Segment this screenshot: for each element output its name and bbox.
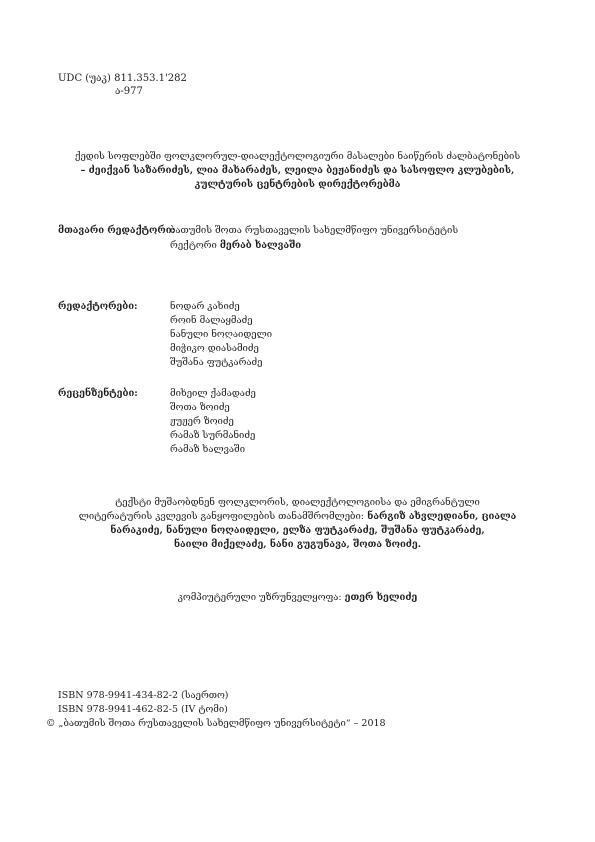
intro-line-1: ქედის სოფლებში ფოლკლორულ-დიალექტოლოგიური მასალები ნაიწერის ძალბატონების	[74, 151, 521, 162]
layout-label: კომპიუტერული უზრუნველყოფა:	[177, 592, 342, 603]
copyright-line: © „ბათუმის შოთა რუსთაველის სახელმწიფო უნივერსიტეტი“ – 2018	[46, 718, 386, 729]
editor-name: შუშანა ფუტკარაძე	[170, 357, 263, 368]
layout-name: ეთერ ხელიძე	[344, 592, 418, 603]
editors-block	[0, 300, 595, 372]
intro-paragraph	[40, 150, 555, 192]
prepared-line-2	[40, 510, 555, 524]
chief-editor-role	[170, 239, 301, 253]
udc-block	[58, 72, 187, 98]
reviewer-name: ჟუჟერ ზოიძე	[170, 416, 234, 427]
prepared-line-2-text: ლიტერატურის კვლევის განყოფილების თანამშრომლები:	[78, 511, 364, 522]
editor-name: ნოდარ კახიძე	[170, 301, 240, 312]
reviewer-name: შოთა ზოიძე	[170, 402, 230, 413]
chief-editor-title: რექტორი	[170, 240, 217, 251]
intro-line-2: – ძეიქვან საზარიძეს, ლია მახარაძეს, ლეილა ბეჟანიძეს და სასოფლო კლუბების,	[80, 165, 515, 176]
author-mark: ა-977	[115, 86, 143, 97]
reviewer-name: რამაზ სურმანიძე	[170, 430, 256, 441]
reviewers-list	[170, 387, 256, 457]
layout-credit	[40, 592, 555, 603]
intro-line-3: კულტურის ცენტრების დირექტორებმა	[194, 179, 401, 190]
reviewers-label: რეცენზენტები:	[58, 388, 138, 399]
prepared-by-paragraph	[40, 496, 555, 552]
reviewer-name: რამაზ ხალვაში	[170, 444, 246, 455]
chief-editor-block	[0, 224, 595, 254]
editors-label: რედაქტორები:	[58, 301, 138, 312]
editors-list	[170, 300, 272, 370]
chief-editor-affiliation: ბათუმის შოთა რუსთაველის სახელმწიფო უნივერსიტეტის	[170, 225, 459, 236]
chief-editor-label: მთავარი რედაქტორი:	[58, 225, 176, 236]
isbn-volume: ISBN 978-9941-462-82-5 (IV ტომი)	[58, 704, 228, 715]
editor-name: მიჭიკო დიასამიძე	[170, 343, 259, 354]
prepared-line-1: ტექსტი მუშაობდნენ ფოლკლორის, დიალექტოლოგიისა და ემიგრანტული	[115, 497, 480, 508]
reviewer-name: მიხეილ ქამადაძე	[170, 388, 256, 399]
prepared-line-4: ნაილი მიქელაძე, ნანი გუგუნავა, შოთა ზოიძე.	[173, 539, 422, 550]
chief-editor-name: მერაბ ხალვაში	[219, 240, 302, 251]
prepared-line-3: ნარაკიძე, ნანული ნოღაიდელი, ელზა ფუტკარაძე, შუშანა ფუტკარაძე,	[110, 525, 485, 536]
prepared-line-2-names: ნარგიზ ახვლედიანი, ციალა	[363, 511, 517, 522]
isbn-block	[46, 689, 386, 731]
editor-name: როინ მალაყმაძე	[170, 315, 253, 326]
udc-code: UDC (უაკ) 811.353.1'282	[58, 73, 187, 84]
editor-name: ნანული ნოღაიდელი	[170, 329, 273, 340]
reviewers-block	[0, 387, 595, 459]
isbn-general: ISBN 978-9941-434-82-2 (საერთო)	[58, 690, 229, 701]
